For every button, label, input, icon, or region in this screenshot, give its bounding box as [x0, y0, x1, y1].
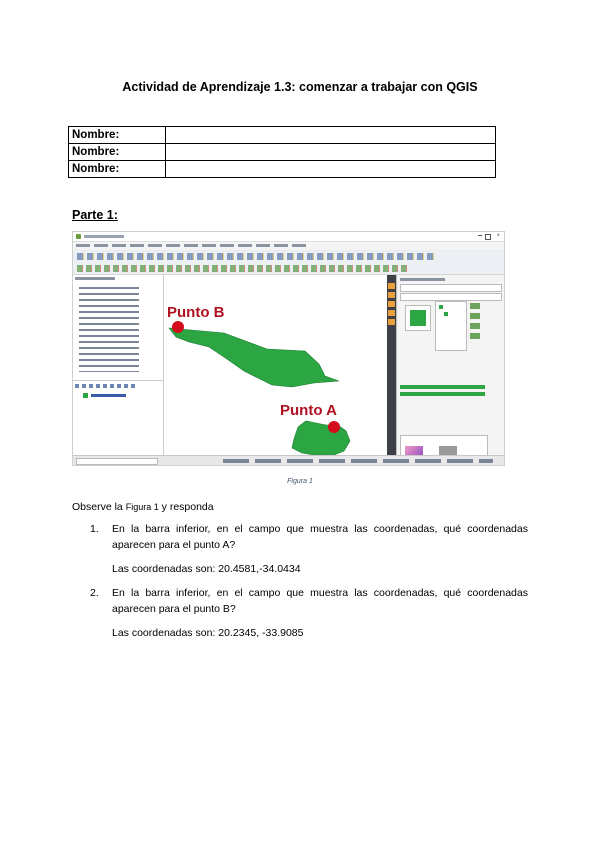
punto-b-marker [172, 321, 184, 333]
symbol-tree-buttons[interactable] [470, 303, 480, 343]
question-number: 2. [90, 587, 99, 599]
layer-select[interactable] [400, 284, 502, 292]
layer-styling-panel [396, 275, 505, 455]
color-bar[interactable] [400, 392, 485, 396]
punto-b-label: Punto B [167, 304, 225, 321]
page-title: Actividad de Aprendizaje 1.3: comenzar a trabajar con QGIS [122, 80, 478, 94]
figure-caption: Figura 1 [287, 478, 313, 485]
question-2 [92, 585, 528, 617]
layer-symbol-icon [83, 393, 88, 398]
observe-instruction [72, 501, 214, 513]
renderer-select[interactable] [400, 293, 502, 301]
map-canvas[interactable] [164, 275, 387, 455]
menu-items-placeholder [76, 244, 306, 247]
window-titlebar [73, 232, 504, 242]
question-text: En la barra inferior, en el campo que muestra las coordenadas, qué coordenadas aparecen para el punto A? [112, 523, 528, 551]
symbol-preview [405, 305, 431, 331]
answer-2: Las coordenadas son: 20.2345, -33.9085 [112, 627, 304, 639]
qgis-screenshot-figure [72, 231, 505, 466]
toolbar-2 [73, 262, 504, 275]
browser-panel [73, 275, 164, 380]
answer-1: Las coordenadas son: 20.4581,-34.0434 [112, 563, 301, 575]
minimize-icon[interactable] [478, 235, 482, 236]
observe-prefix: Observe la [72, 501, 126, 513]
qgis-logo-icon [76, 234, 81, 239]
names-table [68, 126, 496, 178]
close-icon[interactable]: × [496, 233, 500, 239]
names-row [69, 161, 496, 178]
punto-a-marker [328, 421, 340, 433]
question-number: 1. [90, 523, 99, 535]
side-tool-icons[interactable] [388, 283, 395, 328]
maximize-icon[interactable] [485, 234, 491, 240]
name-label: Nombre: [69, 144, 166, 161]
figure-reference: Figura 1 [125, 502, 159, 512]
layers-panel [73, 380, 164, 456]
panel-title-placeholder [75, 277, 115, 280]
polygon-b [169, 328, 339, 387]
status-fields-placeholder [223, 459, 493, 463]
side-toolbar [387, 275, 396, 455]
polygon-a [292, 421, 350, 455]
name-value[interactable] [166, 161, 496, 178]
layer-name-placeholder[interactable] [91, 394, 126, 397]
name-value[interactable] [166, 127, 496, 144]
toolbar-icons[interactable] [77, 265, 407, 272]
toolbar-icons[interactable] [77, 253, 437, 260]
simple-fill-icon [444, 312, 448, 316]
symbol-swatch [410, 310, 426, 326]
names-row [69, 144, 496, 161]
browser-tree-placeholder[interactable] [79, 287, 139, 372]
status-bar [73, 455, 504, 466]
fill-symbol-icon [439, 305, 443, 309]
question-1 [92, 521, 528, 553]
name-label: Nombre: [69, 127, 166, 144]
color-bar[interactable] [400, 385, 485, 389]
name-label: Nombre: [69, 161, 166, 178]
section-heading: Parte 1: [72, 208, 118, 222]
symbol-tree[interactable] [435, 301, 467, 351]
punto-a-label: Punto A [280, 402, 337, 419]
name-value[interactable] [166, 144, 496, 161]
map-svg [164, 275, 387, 455]
layers-toolbar-icons[interactable] [75, 384, 135, 388]
panel-title-placeholder [400, 278, 445, 281]
toolbar-1 [73, 250, 504, 262]
menu-bar [73, 242, 504, 249]
names-row [69, 127, 496, 144]
window-title-placeholder [84, 235, 124, 238]
observe-suffix: y responda [158, 501, 214, 513]
question-text: En la barra inferior, en el campo que muestra las coordenadas, qué coordenadas aparecen para el punto B? [112, 587, 528, 615]
locator-search[interactable] [76, 458, 158, 465]
